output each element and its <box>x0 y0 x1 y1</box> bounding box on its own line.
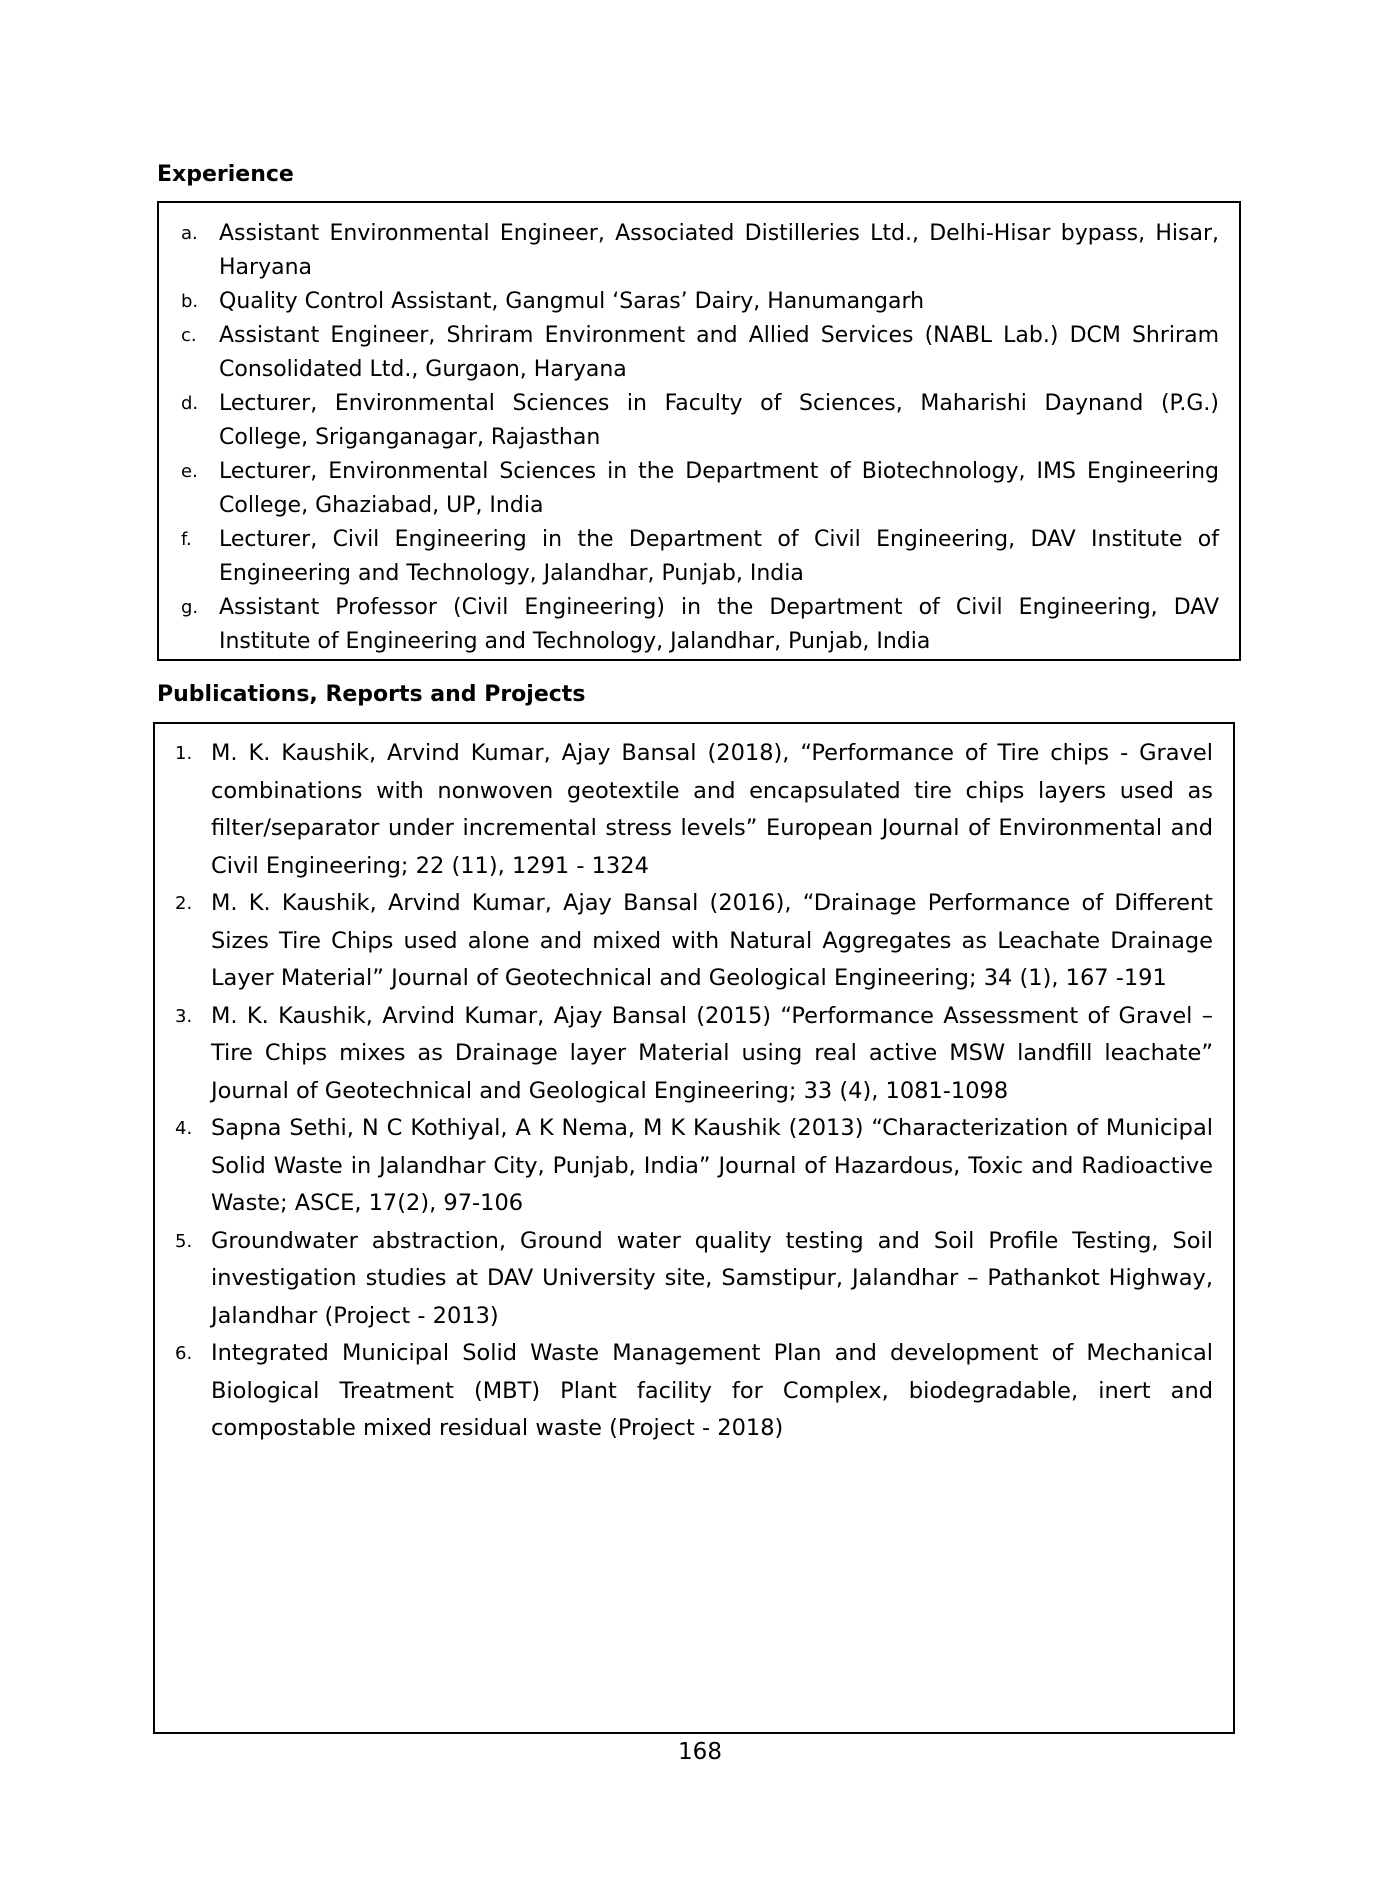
list-marker: 6. <box>175 1343 193 1364</box>
publication-item <box>175 1335 1213 1448</box>
experience-item <box>179 285 1219 319</box>
list-marker: e. <box>181 461 198 482</box>
list-marker: g. <box>181 597 199 618</box>
experience-item <box>179 387 1219 455</box>
experience-item <box>179 523 1219 591</box>
publication-item <box>175 1110 1213 1223</box>
experience-item-text: Lecturer, Environmental Sciences in the Department of Biotechnology, IMS Engineering College, Ghaziabad, UP, India <box>219 459 1219 518</box>
publication-item-text: M. K. Kaushik, Arvind Kumar, Ajay Bansal (2018), “Performance of Tire chips - Gravel combinations with nonwoven geotextile and encapsulated tire chips layers used as filter/separator under incremental stress levels” European Journal of Environmental and Civil Engineering; 22 (11), 1291 - 1324 <box>211 740 1213 879</box>
list-marker: d. <box>181 393 199 414</box>
publication-item-text: M. K. Kaushik, Arvind Kumar, Ajay Bansal (2016), “Drainage Performance of Different Sizes Tire Chips used alone and mixed with Natural Aggregates as Leachate Drainage Layer Material” Journal of Geotechnical and Geological Engineering; 34 (1), 167 -191 <box>211 890 1213 991</box>
publication-item-text: Groundwater abstraction, Ground water quality testing and Soil Profile Testing, Soil investigation studies at DAV University site, Samstipur, Jalandhar – Pathankot Highway, Jalandhar (Project - 2013) <box>211 1227 1213 1329</box>
publication-item <box>175 1223 1213 1336</box>
experience-item-text: Assistant Environmental Engineer, Associated Distilleries Ltd., Delhi-Hisar bypass, Hisar, Haryana <box>219 221 1219 280</box>
publication-item <box>175 998 1213 1111</box>
list-marker: 1. <box>175 743 193 764</box>
experience-item <box>179 591 1219 659</box>
publications-heading: Publications, Reports and Projects <box>157 682 586 707</box>
publication-item-text: Sapna Sethi, N C Kothiyal, A K Nema, M K Kaushik (2013) “Characterization of Municipal Solid Waste in Jalandhar City, Punjab, India” Journal of Hazardous, Toxic and Radioactive Waste; ASCE, 17(2), 97-106 <box>211 1115 1213 1216</box>
experience-list <box>179 217 1219 659</box>
publications-box <box>153 722 1235 1734</box>
publications-list <box>175 735 1213 1448</box>
publication-item <box>175 885 1213 998</box>
experience-item-text: Lecturer, Civil Engineering in the Department of Civil Engineering, DAV Institute of Engineering and Technology, Jalandhar, Punjab, India <box>219 527 1219 586</box>
experience-heading: Experience <box>157 162 294 187</box>
experience-item-text: Assistant Professor (Civil Engineering) in the Department of Civil Engineering, DAV Institute of Engineering and Technology, Jalandhar, Punjab, India <box>219 595 1219 654</box>
experience-item-text: Lecturer, Environmental Sciences in Faculty of Sciences, Maharishi Daynand (P.G.) College, Sriganganagar, Rajasthan <box>219 391 1219 450</box>
list-marker: b. <box>181 291 199 312</box>
publication-item-text: M. K. Kaushik, Arvind Kumar, Ajay Bansal (2015) “Performance Assessment of Gravel – Tire Chips mixes as Drainage layer Material using real active MSW landfill leachate” Journal of Geotechnical and Geological Engineering; 33 (4), 1081-1098 <box>211 1002 1213 1104</box>
list-marker: 4. <box>175 1118 193 1139</box>
list-marker: 3. <box>175 1005 193 1027</box>
list-marker: c. <box>181 325 197 346</box>
experience-item-text: Quality Control Assistant, Gangmul ‘Saras’ Dairy, Hanumangarh <box>219 289 925 314</box>
experience-item <box>179 319 1219 387</box>
publication-item <box>175 735 1213 885</box>
list-marker: 5. <box>175 1230 193 1252</box>
experience-item <box>179 455 1219 523</box>
experience-item-text: Assistant Engineer, Shriram Environment and Allied Services (NABL Lab.) DCM Shriram Consolidated Ltd., Gurgaon, Haryana <box>219 323 1219 382</box>
page-number: 168 <box>678 1739 722 1765</box>
list-marker: 2. <box>175 893 193 914</box>
list-marker: a. <box>181 223 198 244</box>
experience-item <box>179 217 1219 285</box>
experience-box <box>157 201 1241 661</box>
publication-item-text: Integrated Municipal Solid Waste Management Plan and development of Mechanical Biological Treatment (MBT) Plant facility for Complex, biodegradable, inert and compostable mixed residual waste (Project - 2018) <box>211 1340 1213 1441</box>
list-marker: f. <box>181 529 192 550</box>
